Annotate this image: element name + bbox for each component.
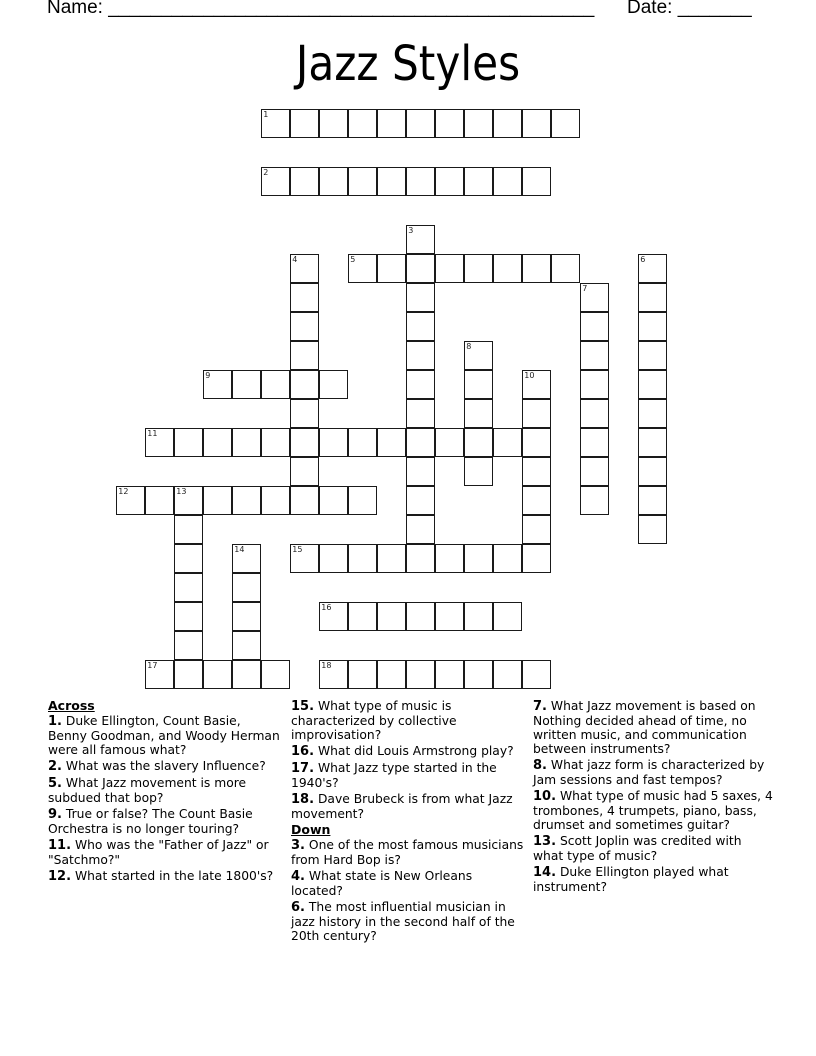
cell-number: 12 [118, 487, 129, 497]
cell-number: 8 [466, 342, 472, 352]
clue-across-5 [48, 776, 280, 805]
crossword-cell[interactable] [290, 399, 319, 428]
clues-column-1 [48, 699, 280, 886]
crossword-cell[interactable] [522, 428, 551, 457]
clue-down-3 [291, 838, 527, 867]
crossword-cell[interactable] [435, 544, 464, 573]
cell-number: 5 [350, 255, 356, 265]
crossword-cell[interactable] [348, 660, 377, 689]
clue-number: 5. [48, 776, 62, 791]
cell-number: 17 [147, 661, 158, 671]
page-title: Jazz Styles [295, 36, 521, 92]
crossword-cell[interactable] [406, 544, 435, 573]
crossword-cell[interactable] [174, 486, 203, 515]
crossword-cell[interactable] [377, 660, 406, 689]
cell-number: 18 [321, 661, 332, 671]
cell-number: 9 [205, 371, 211, 381]
crossword-cell[interactable] [493, 109, 522, 138]
crossword-cell[interactable] [319, 370, 348, 399]
clue-number: 6. [291, 900, 305, 915]
crossword-cell[interactable] [406, 660, 435, 689]
crossword-cell[interactable] [319, 544, 348, 573]
clue-number: 10. [533, 789, 557, 804]
crossword-cell[interactable] [203, 486, 232, 515]
crossword-cell[interactable] [319, 109, 348, 138]
crossword-cell[interactable] [174, 544, 203, 573]
crossword-cell[interactable] [290, 167, 319, 196]
crossword-cell[interactable] [464, 254, 493, 283]
crossword-cell[interactable] [348, 486, 377, 515]
crossword-cell[interactable] [406, 109, 435, 138]
crossword-cell[interactable] [522, 515, 551, 544]
down-heading: Down [291, 822, 331, 837]
clue-text: Duke Ellington played what instrument? [533, 865, 729, 894]
crossword-cell[interactable] [522, 109, 551, 138]
clue-text: What did Louis Armstrong play? [317, 744, 514, 758]
crossword-cell[interactable] [406, 254, 435, 283]
clue-text: Who was the "Father of Jazz" or "Satchmo?" [48, 838, 269, 867]
crossword-cell[interactable] [435, 602, 464, 631]
crossword-cell[interactable] [464, 457, 493, 486]
clue-number: 18. [291, 792, 315, 807]
crossword-cell[interactable] [377, 167, 406, 196]
crossword-cell[interactable] [290, 109, 319, 138]
crossword-cell[interactable] [522, 167, 551, 196]
crossword-cell[interactable] [261, 109, 290, 138]
crossword-cell[interactable] [232, 428, 261, 457]
clue-number: 17. [291, 761, 315, 776]
crossword-cell[interactable] [435, 109, 464, 138]
crossword-cell[interactable] [116, 486, 145, 515]
clue-number: 7. [533, 699, 547, 714]
crossword-cell[interactable] [174, 515, 203, 544]
crossword-cell[interactable] [319, 428, 348, 457]
crossword-cell[interactable] [406, 167, 435, 196]
crossword-cell[interactable] [406, 399, 435, 428]
cell-number: 1 [263, 110, 269, 120]
cell-number: 13 [176, 487, 187, 497]
crossword-cell[interactable] [348, 167, 377, 196]
crossword-cell[interactable] [638, 428, 667, 457]
crossword-cell[interactable] [232, 660, 261, 689]
crossword-cell[interactable] [174, 573, 203, 602]
clue-down-6 [291, 900, 527, 943]
crossword-cell[interactable] [145, 428, 174, 457]
cell-number: 11 [147, 429, 158, 439]
clues-column-2 [291, 699, 527, 945]
crossword-cell[interactable] [145, 660, 174, 689]
crossword-cell[interactable] [406, 312, 435, 341]
clue-down-13 [533, 834, 773, 863]
clue-number: 1. [48, 714, 62, 729]
crossword-cell[interactable] [493, 167, 522, 196]
crossword-cell[interactable] [290, 283, 319, 312]
crossword-cell[interactable] [551, 109, 580, 138]
crossword-cell[interactable] [406, 341, 435, 370]
crossword-cell[interactable] [522, 486, 551, 515]
crossword-cell[interactable] [261, 428, 290, 457]
crossword-cell[interactable] [522, 660, 551, 689]
clue-text: What Jazz movement is based on Nothing decided ahead of time, no written music, and communication between instruments? [533, 699, 756, 756]
clue-number: 9. [48, 807, 62, 822]
crossword-cell[interactable] [493, 254, 522, 283]
clue-number: 13. [533, 834, 557, 849]
crossword-cell[interactable] [435, 254, 464, 283]
clue-text: The most influential musician in jazz history in the second half of the 20th century? [291, 900, 515, 943]
clue-text: What state is New Orleans located? [291, 869, 473, 898]
crossword-cell[interactable] [638, 341, 667, 370]
clue-number: 15. [291, 699, 315, 714]
crossword-cell[interactable] [406, 370, 435, 399]
crossword-cell[interactable] [464, 399, 493, 428]
clue-number: 16. [291, 744, 315, 759]
crossword-cell[interactable] [580, 428, 609, 457]
crossword-cell[interactable] [580, 283, 609, 312]
crossword-cell[interactable] [493, 544, 522, 573]
clue-number: 8. [533, 758, 547, 773]
crossword-cell[interactable] [348, 254, 377, 283]
crossword-cell[interactable] [580, 312, 609, 341]
crossword-cell[interactable] [464, 428, 493, 457]
clue-down-8 [533, 758, 773, 787]
clue-number: 14. [533, 865, 557, 880]
crossword-cell[interactable] [377, 254, 406, 283]
crossword-cell[interactable] [290, 341, 319, 370]
clue-text: What Jazz movement is more subdued that bop? [48, 776, 247, 805]
crossword-cell[interactable] [522, 399, 551, 428]
crossword-cell[interactable] [174, 428, 203, 457]
crossword-cell[interactable] [261, 660, 290, 689]
crossword-cell[interactable] [232, 631, 261, 660]
date-field-label: Date: _______ [627, 0, 752, 18]
crossword-cell[interactable] [319, 167, 348, 196]
crossword-cell[interactable] [464, 370, 493, 399]
crossword-cell[interactable] [464, 341, 493, 370]
clue-text: What was the slavery Influence? [65, 759, 266, 773]
crossword-cell[interactable] [261, 486, 290, 515]
clue-across-17 [291, 761, 527, 790]
crossword-cell[interactable] [464, 167, 493, 196]
clue-across-12 [48, 869, 280, 884]
crossword-cell[interactable] [261, 370, 290, 399]
clues-column-3 [533, 699, 773, 896]
cell-number: 4 [292, 255, 298, 265]
clue-text: Dave Brubeck is from what Jazz movement? [291, 792, 513, 821]
crossword-cell[interactable] [638, 515, 667, 544]
crossword-cell[interactable] [638, 457, 667, 486]
cell-number: 10 [524, 371, 535, 381]
crossword-cell[interactable] [203, 428, 232, 457]
crossword-cell[interactable] [203, 660, 232, 689]
crossword-cell[interactable] [290, 428, 319, 457]
crossword-cell[interactable] [174, 602, 203, 631]
crossword-cell[interactable] [435, 660, 464, 689]
crossword-cell[interactable] [232, 544, 261, 573]
crossword-cell[interactable] [580, 399, 609, 428]
crossword-cell[interactable] [406, 457, 435, 486]
clue-down-7 [533, 699, 773, 756]
cell-number: 3 [408, 226, 414, 236]
cell-number: 14 [234, 545, 245, 555]
clue-number: 11. [48, 838, 72, 853]
clue-number: 2. [48, 759, 62, 774]
crossword-cell[interactable] [290, 544, 319, 573]
crossword-cell[interactable] [493, 602, 522, 631]
crossword-cell[interactable] [522, 254, 551, 283]
crossword-cell[interactable] [174, 631, 203, 660]
crossword-cell[interactable] [580, 486, 609, 515]
crossword-cell[interactable] [232, 602, 261, 631]
crossword-cell[interactable] [464, 602, 493, 631]
across-heading: Across [48, 698, 95, 713]
clue-text: What Jazz type started in the 1940's? [291, 761, 497, 790]
crossword-cell[interactable] [203, 370, 232, 399]
clue-across-16 [291, 744, 527, 759]
crossword-cell[interactable] [406, 515, 435, 544]
crossword-cell[interactable] [377, 428, 406, 457]
clue-text: One of the most famous musicians from Hard Bop is? [291, 838, 524, 867]
crossword-cell[interactable] [290, 486, 319, 515]
clue-number: 3. [291, 838, 305, 853]
crossword-cell[interactable] [406, 225, 435, 254]
crossword-cell[interactable] [348, 428, 377, 457]
crossword-cell[interactable] [348, 109, 377, 138]
crossword-cell[interactable] [435, 428, 464, 457]
crossword-cell[interactable] [638, 283, 667, 312]
crossword-cell[interactable] [464, 660, 493, 689]
crossword-cell[interactable] [290, 457, 319, 486]
crossword-cell[interactable] [319, 486, 348, 515]
crossword-cell[interactable] [464, 544, 493, 573]
crossword-cell[interactable] [377, 544, 406, 573]
crossword-cell[interactable] [580, 341, 609, 370]
clue-down-14 [533, 865, 773, 894]
cell-number: 6 [640, 255, 646, 265]
crossword-cell[interactable] [406, 602, 435, 631]
crossword-cell[interactable] [522, 457, 551, 486]
clue-across-9 [48, 807, 280, 836]
crossword-cell[interactable] [522, 544, 551, 573]
clue-text: True or false? The Count Basie Orchestra is no longer touring? [48, 807, 253, 836]
crossword-cell[interactable] [348, 602, 377, 631]
crossword-cell[interactable] [522, 370, 551, 399]
crossword-cell[interactable] [261, 167, 290, 196]
crossword-cell[interactable] [290, 254, 319, 283]
crossword-cell[interactable] [406, 428, 435, 457]
crossword-cell[interactable] [638, 312, 667, 341]
crossword-cell[interactable] [638, 486, 667, 515]
clue-across-18 [291, 792, 527, 821]
clue-text: What started in the late 1800's? [74, 869, 274, 883]
crossword-cell[interactable] [232, 486, 261, 515]
crossword-cell[interactable] [580, 457, 609, 486]
name-field-label: Name: ______________________________________________ [47, 0, 595, 18]
clue-across-2 [48, 759, 280, 774]
crossword-cell[interactable] [493, 428, 522, 457]
clue-across-1 [48, 714, 280, 757]
crossword-cell[interactable] [319, 602, 348, 631]
crossword-cell[interactable] [551, 254, 580, 283]
crossword-cell[interactable] [232, 573, 261, 602]
clue-down-4 [291, 869, 527, 898]
crossword-cell[interactable] [377, 602, 406, 631]
crossword-cell[interactable] [464, 109, 493, 138]
crossword-cell[interactable] [319, 660, 348, 689]
crossword-cell[interactable] [145, 486, 174, 515]
clue-text: What type of music had 5 saxes, 4 trombones, 4 trumpets, piano, bass, drumset and sometimes guitar? [533, 789, 773, 832]
crossword-cell[interactable] [638, 370, 667, 399]
clue-across-11 [48, 838, 280, 867]
cell-number: 7 [582, 284, 588, 294]
crossword-cell[interactable] [638, 254, 667, 283]
clue-across-15 [291, 699, 527, 742]
clue-down-10 [533, 789, 773, 832]
crossword-cell[interactable] [348, 544, 377, 573]
clue-number: 12. [48, 869, 72, 884]
crossword-cell[interactable] [435, 167, 464, 196]
crossword-cell[interactable] [493, 660, 522, 689]
crossword-cell[interactable] [406, 283, 435, 312]
crossword-cell[interactable] [638, 399, 667, 428]
cell-number: 15 [292, 545, 303, 555]
cell-number: 16 [321, 603, 332, 613]
crossword-cell[interactable] [377, 109, 406, 138]
clue-text: Scott Joplin was credited with what type of music? [533, 834, 742, 863]
crossword-cell[interactable] [290, 370, 319, 399]
crossword-cell[interactable] [406, 486, 435, 515]
crossword-cell[interactable] [174, 660, 203, 689]
crossword-cell[interactable] [580, 370, 609, 399]
crossword-cell[interactable] [290, 312, 319, 341]
clue-number: 4. [291, 869, 305, 884]
clue-text: What type of music is characterized by collective improvisation? [291, 699, 457, 742]
cell-number: 2 [263, 168, 269, 178]
clue-text: Duke Ellington, Count Basie, Benny Goodman, and Woody Herman were all famous what? [48, 714, 280, 757]
clue-text: What jazz form is characterized by Jam sessions and fast tempos? [533, 758, 765, 787]
crossword-cell[interactable] [232, 370, 261, 399]
